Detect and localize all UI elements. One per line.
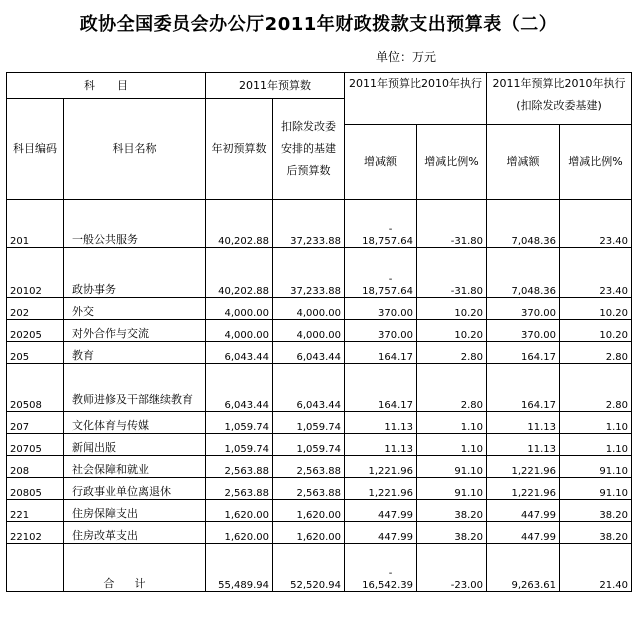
increase-excl-cell: 11.13 [487,412,560,434]
table-row [7,298,632,320]
total-code-cell [7,544,64,592]
subject-name-cell: 教师进修及干部继续教育 [64,364,206,412]
excl-budget-cell: 2,563.88 [273,456,345,478]
increase-value: 447.99 [378,532,413,543]
subject-code-cell: 208 [7,456,64,478]
increase-excl-cell: 7,048.36 [487,248,560,298]
table-row [7,478,632,500]
ratio-cell: 1.10 [417,434,487,456]
subject-name-cell: 新闻出版 [64,434,206,456]
header-ratio: 增减比例% [417,125,487,200]
header-initial: 年初预算数 [206,99,273,200]
ratio-cell: -31.80 [417,200,487,248]
total-ratio-excl-cell: 21.40 [560,544,632,592]
excl-budget-cell: 4,000.00 [273,320,345,342]
header-subject: 科 目 [7,73,206,99]
increase-value: 447.99 [378,510,413,521]
initial-budget-cell: 1,620.00 [206,522,273,544]
excl-budget-cell: 2,563.88 [273,478,345,500]
subject-code-cell: 20705 [7,434,64,456]
negative-sign: - [388,224,393,235]
increase-cell [345,522,417,544]
header-increase: 增减额 [345,125,417,200]
subject-name-cell: 文化体育与传媒 [64,412,206,434]
increase-cell [345,412,417,434]
initial-budget-cell: 40,202.88 [206,200,273,248]
subject-name-cell: 住房改革支出 [64,522,206,544]
initial-budget-cell: 1,620.00 [206,500,273,522]
ratio-cell: -31.80 [417,248,487,298]
initial-budget-cell: 6,043.44 [206,342,273,364]
increase-value: 1,221.96 [368,488,413,499]
excl-budget-cell: 6,043.44 [273,364,345,412]
increase-excl-cell: 1,221.96 [487,456,560,478]
ratio-excl-cell: 91.10 [560,478,632,500]
total-excl-cell: 52,520.94 [273,544,345,592]
increase-value: 1,221.96 [368,466,413,477]
total-label: 合计 [64,544,206,592]
increase-cell [345,364,417,412]
subject-code-cell: 221 [7,500,64,522]
ratio-excl-cell: 23.40 [560,200,632,248]
excl-budget-cell: 1,620.00 [273,522,345,544]
header-vs2010: 2011年预算比2010年执行 [345,73,487,125]
increase-value: 18,757.64 [362,286,413,297]
total-increase-value: 16,542.39 [362,580,413,591]
ratio-cell: 1.10 [417,412,487,434]
header-name: 科目名称 [64,99,206,200]
table-row [7,456,632,478]
initial-budget-cell: 4,000.00 [206,298,273,320]
subject-code-cell: 20805 [7,478,64,500]
table-row [7,320,632,342]
increase-cell [345,478,417,500]
table-row [7,364,632,412]
ratio-excl-cell: 91.10 [560,456,632,478]
subject-code-cell: 20508 [7,364,64,412]
excl-budget-cell: 1,059.74 [273,412,345,434]
ratio-cell: 38.20 [417,522,487,544]
ratio-cell: 38.20 [417,500,487,522]
increase-cell [345,200,417,248]
subject-code-cell: 22102 [7,522,64,544]
subject-code-cell: 205 [7,342,64,364]
increase-cell [345,320,417,342]
increase-value: 164.17 [378,352,413,363]
excl-budget-cell: 37,233.88 [273,200,345,248]
ratio-cell: 10.20 [417,298,487,320]
increase-excl-cell: 7,048.36 [487,200,560,248]
increase-excl-cell: 370.00 [487,298,560,320]
ratio-cell: 91.10 [417,478,487,500]
header-code: 科目编码 [7,99,64,200]
ratio-excl-cell: 2.80 [560,364,632,412]
increase-cell [345,456,417,478]
page-title: 政协全国委员会办公厅2011年财政拨款支出预算表（二） [79,14,558,35]
increase-value: 164.17 [378,400,413,411]
subject-name-cell: 政协事务 [64,248,206,298]
negative-sign: - [388,568,393,579]
increase-cell [345,342,417,364]
header-budget-2011: 2011年预算数 [206,73,345,99]
header-increase-2: 增减额 [487,125,560,200]
ratio-cell: 2.80 [417,364,487,412]
subject-name-cell: 一般公共服务 [64,200,206,248]
increase-cell [345,248,417,298]
table-row [7,200,632,248]
increase-value: 11.13 [384,444,413,455]
initial-budget-cell: 1,059.74 [206,412,273,434]
ratio-cell: 91.10 [417,456,487,478]
total-initial-cell: 55,489.94 [206,544,273,592]
increase-excl-cell: 164.17 [487,342,560,364]
table-row [7,500,632,522]
ratio-excl-cell: 10.20 [560,298,632,320]
increase-value: 370.00 [378,308,413,319]
subject-code-cell: 20102 [7,248,64,298]
increase-excl-cell: 11.13 [487,434,560,456]
initial-budget-cell: 2,563.88 [206,478,273,500]
increase-value: 370.00 [378,330,413,341]
excl-budget-cell: 1,620.00 [273,500,345,522]
ratio-excl-cell: 38.20 [560,522,632,544]
increase-value: 11.13 [384,422,413,433]
total-increase-excl-cell: 9,263.61 [487,544,560,592]
ratio-excl-cell: 1.10 [560,412,632,434]
excl-budget-cell: 6,043.44 [273,342,345,364]
initial-budget-cell: 4,000.00 [206,320,273,342]
increase-cell [345,298,417,320]
initial-budget-cell: 6,043.44 [206,364,273,412]
table-row [7,522,632,544]
subject-name-cell: 对外合作与交流 [64,320,206,342]
table-row [7,434,632,456]
total-increase-cell [345,544,417,592]
ratio-excl-cell: 23.40 [560,248,632,298]
ratio-cell: 10.20 [417,320,487,342]
subject-name-cell: 社会保障和就业 [64,456,206,478]
subject-name-cell: 教育 [64,342,206,364]
subject-code-cell: 201 [7,200,64,248]
increase-value: 18,757.64 [362,236,413,247]
unit-label: 单位：万元 [376,50,437,64]
increase-cell [345,434,417,456]
ratio-excl-cell: 2.80 [560,342,632,364]
budget-table [6,72,632,592]
ratio-excl-cell: 10.20 [560,320,632,342]
excl-budget-cell: 1,059.74 [273,434,345,456]
header-vs2010-excl: 2011年预算比2010年执行(扣除发改委基建) [487,73,632,125]
table-row [7,342,632,364]
header-ratio-2: 增减比例% [560,125,632,200]
total-row [7,544,632,592]
increase-excl-cell: 447.99 [487,522,560,544]
subject-code-cell: 202 [7,298,64,320]
ratio-excl-cell: 1.10 [560,434,632,456]
excl-budget-cell: 4,000.00 [273,298,345,320]
subject-name-cell: 行政事业单位离退休 [64,478,206,500]
table-row [7,248,632,298]
initial-budget-cell: 40,202.88 [206,248,273,298]
increase-excl-cell: 447.99 [487,500,560,522]
negative-sign: - [388,274,393,285]
excl-budget-cell: 37,233.88 [273,248,345,298]
subject-code-cell: 207 [7,412,64,434]
initial-budget-cell: 2,563.88 [206,456,273,478]
ratio-excl-cell: 38.20 [560,500,632,522]
increase-excl-cell: 1,221.96 [487,478,560,500]
initial-budget-cell: 1,059.74 [206,434,273,456]
subject-code-cell: 20205 [7,320,64,342]
increase-excl-cell: 370.00 [487,320,560,342]
ratio-cell: 2.80 [417,342,487,364]
header-excl-ndrc: 扣除发改委安排的基建后预算数 [273,99,345,200]
table-row [7,412,632,434]
increase-excl-cell: 164.17 [487,364,560,412]
increase-cell [345,500,417,522]
total-ratio-cell: -23.00 [417,544,487,592]
subject-name-cell: 外交 [64,298,206,320]
subject-name-cell: 住房保障支出 [64,500,206,522]
